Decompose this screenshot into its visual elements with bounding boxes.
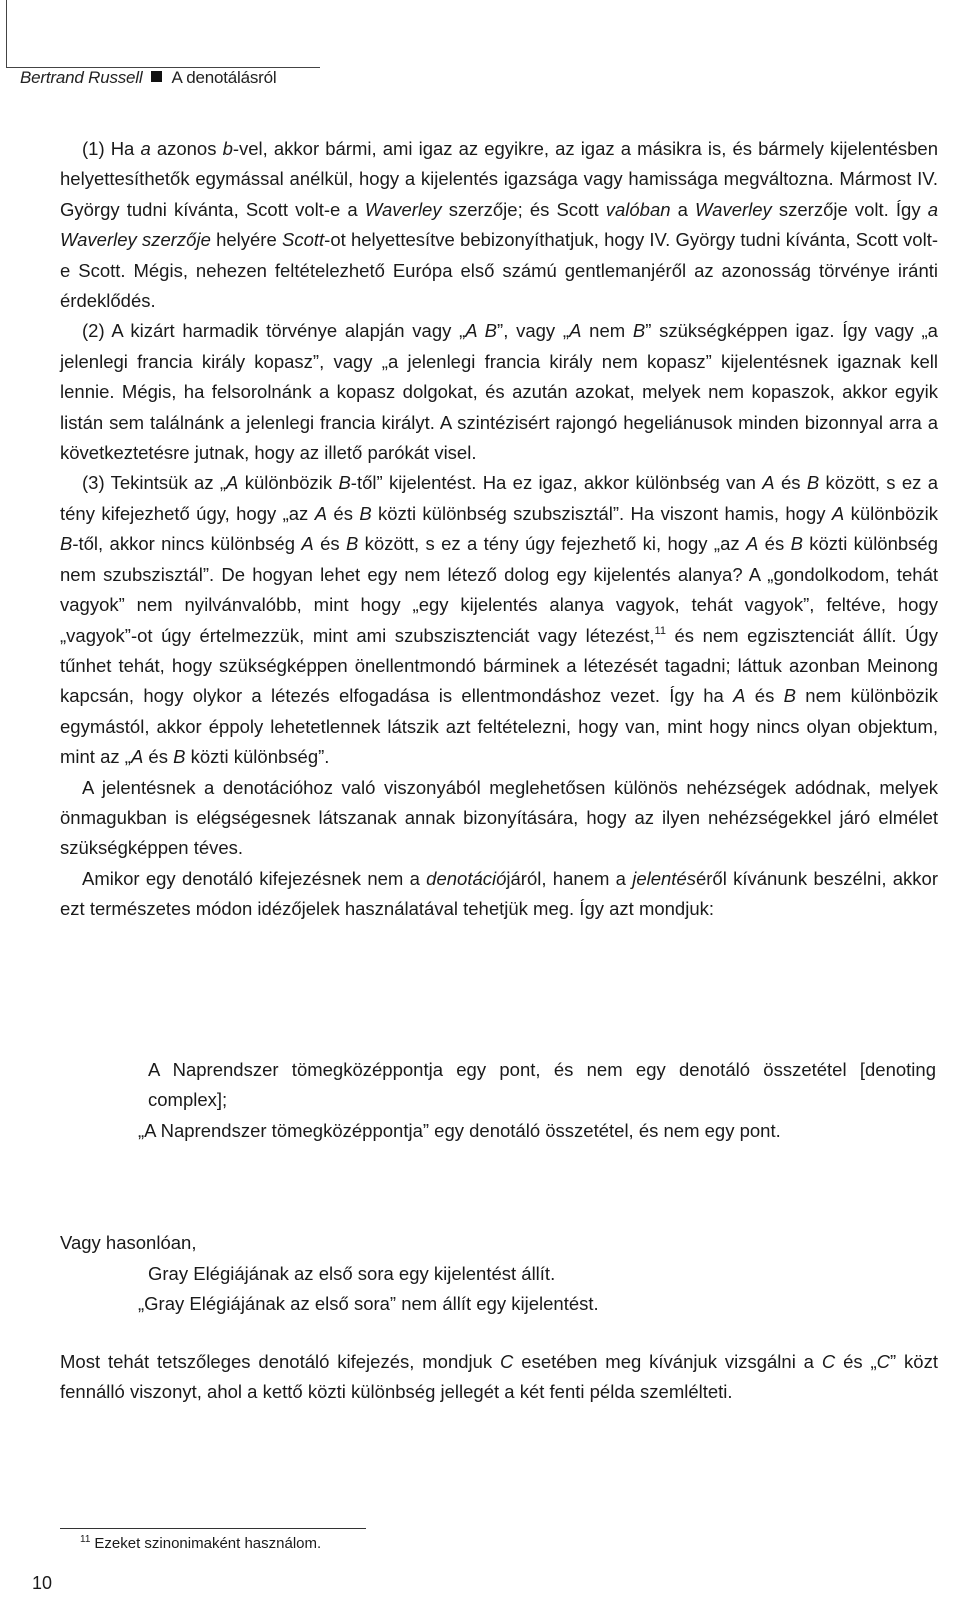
text-run: ”, vagy „ [497, 320, 570, 342]
text-run: A [569, 320, 582, 342]
closing-paragraph [60, 1347, 938, 1408]
text-run: nem [581, 320, 633, 342]
text-run: és [327, 502, 360, 524]
text-run: b [222, 138, 233, 159]
text-run: járól, hanem a [506, 867, 633, 889]
text-run: A B [465, 320, 498, 342]
text-run: és nem egzisztenciát állít. Úgy tűnhet tehát, hogy szükségképpen önellentmondó bárminek a létezését tagadni; láttuk azonban Meinong kapcsán, hogy olykor a létezés elfogadása is ellentmondáshoz vezet. Így ha [60, 624, 938, 707]
quote-2-line-1: Gray Elégiájának az első sora egy kijelentést állít. [148, 1263, 556, 1284]
page-number: 10 [32, 1573, 53, 1593]
text-run: B [806, 472, 820, 494]
paragraph-3 [60, 468, 938, 772]
text-run: B [359, 502, 372, 524]
text-run: A [831, 502, 845, 524]
text-run: B [338, 472, 351, 494]
text-run: A [301, 533, 314, 555]
paragraph-2 [60, 316, 938, 468]
text-run: -ot helyettesítve bebizonyíthatjuk, hogy IV. György tudni kívánta, Scott volt-e Scott. Mégis, nehezen feltételezhető Európa első számú gentlemanjéről az azonosság törvénye iránti érdeklődés. [60, 229, 939, 312]
block-quote-2 [138, 1259, 936, 1320]
text-run: Waverley [364, 198, 442, 220]
text-run: és [313, 533, 346, 555]
text-run: a [140, 138, 151, 159]
text-run: szerzője volt. Így [771, 198, 928, 220]
footnote-number: 11 [80, 1534, 91, 1545]
text-run: Waverley [695, 198, 772, 220]
text-run: a [670, 198, 696, 220]
text-run: -től, akkor nincs különbség [72, 533, 302, 555]
text-run: A [745, 533, 759, 555]
text-run: között, s ez a tény úgy fejezhető ki, hogy „az [358, 533, 746, 555]
text-run: különbözik [844, 502, 938, 524]
text-run: A [733, 685, 746, 707]
text-run: és [745, 685, 784, 707]
text-run: és [758, 533, 791, 555]
text-run: (3) Tekintsük az „ [82, 472, 227, 494]
text-run: (1) Ha [82, 138, 141, 159]
text-run: ” közt fennálló viszonyt, ahol a kettő közti különbség jellegét a két fenti példa szemlélteti. [60, 1351, 938, 1403]
text-run: és [774, 472, 807, 494]
paragraph-5 [60, 864, 938, 925]
text-run: és „ [835, 1351, 877, 1372]
text-run: 11 [654, 624, 666, 637]
quote-2-line-2: „Gray Elégiájának az első sora” nem állít egy kijelentést. [138, 1293, 599, 1315]
closing-text [60, 1347, 938, 1408]
square-bullet-icon [151, 71, 162, 82]
text-run: A [762, 472, 775, 494]
text-run: B [783, 685, 796, 707]
quote-1-line-2: „A Naprendszer tömegközéppontja” egy denotáló összetétel, és nem egy pont. [138, 1119, 781, 1141]
text-run: éről kívánunk beszélni, akkor ezt természetes módon idézőjelek használatával tehetjük meg. Így azt mondjuk: [60, 867, 938, 920]
text-run: A [130, 746, 144, 768]
text-run: B [632, 320, 646, 342]
text-run: Most tehát tetszőleges denotáló kifejezés, mondjuk [60, 1351, 501, 1372]
text-run: C [500, 1351, 514, 1372]
text-run: denotáció [426, 867, 507, 889]
text-run: szerzője; és Scott [441, 198, 606, 220]
text-run: között, s ez a tény kifejezhető úgy, hogy „az [60, 472, 939, 524]
text-run: különbözik [238, 472, 339, 494]
running-head-title: A denotálásról [171, 68, 277, 87]
text-run: jelentés [632, 867, 696, 889]
text-run: közti különbség”. [185, 746, 330, 768]
text-run: a Waverley szerzője [60, 198, 938, 251]
text-run: A jelentésnek a denotációhoz való viszonyából meglehetősen különös nehézségek adódnak, melyek önmagukban is elégségesnek látszanak annak bizonyítására, hogy az ilyen nehézségekkel járó elmélet szükségképpen téves. [60, 776, 938, 859]
transition-line [60, 1228, 938, 1258]
footnote [80, 1534, 321, 1552]
text-run: közti különbség szubszisztál”. Ha viszont hamis, hogy [371, 502, 832, 524]
text-run: esetében meg kívánjuk vizsgálni a [513, 1351, 822, 1372]
paragraph-1 [60, 134, 938, 316]
block-quote-1 [138, 1055, 936, 1146]
text-run: Amikor egy denotáló kifejezésnek nem a [82, 867, 427, 889]
quote-1-line-1: A Naprendszer tömegközéppontja egy pont, és nem egy denotáló összetétel [denoting complex]; [148, 1059, 936, 1111]
text-run: és [143, 746, 174, 768]
paragraph-4 [60, 773, 938, 864]
transition-text: Vagy hasonlóan, [60, 1232, 197, 1253]
text-run: azonos [150, 138, 223, 159]
text-run: nem különbözik egymástól, akkor éppoly lehetetlennek látszik azt feltételezni, hogy van, mint hogy nincs olyan objektum, mint az „ [60, 685, 938, 768]
text-run: A [314, 502, 328, 524]
text-run: közti különbség nem szubszisztál”. De hogyan lehet egy nem létező dolog egy kijelentés alanya? A „gondolkodom, tehát vagyok” nem nyilvánvalóbb, mint hogy „egy kijelentés alanya vagyok, tehát vagyok”, feltéve, hogy „vagyok”-ot úgy értelmezzük, mint ami szubszisztenciát vagy létezést, [60, 533, 938, 646]
running-head-author: Bertrand Russell [20, 68, 143, 87]
text-run: -vel, akkor bármi, ami igaz az egyikre, az igaz a másikra is, és bármely kijelentésben helyettesíthetők egymással anélkül, hogy a kijelentés igazsága vagy hamissága megváltozna. Mármost IV. György tudni kívánta, Scott volt-e a [60, 138, 939, 220]
text-run: A [226, 472, 239, 494]
footnote-text: Ezeket szinonimaként használom. [94, 1535, 322, 1552]
text-run: Scott [281, 229, 325, 251]
text-run: C [821, 1351, 836, 1372]
main-text [60, 134, 938, 925]
text-run: B [173, 746, 186, 768]
text-run: (2) A kizárt harmadik törvénye alapján vagy „ [82, 320, 466, 342]
page-frame-left-rule [6, 0, 7, 68]
text-run: valóban [605, 198, 671, 220]
text-run: B [790, 533, 803, 555]
text-run: B [60, 533, 73, 555]
running-head [20, 68, 276, 88]
text-run: B [345, 533, 359, 555]
footnote-rule [60, 1528, 366, 1529]
text-run: -től” kijelentést. Ha ez igaz, akkor különbség van [350, 472, 763, 494]
text-run: ” szükségképpen igaz. Így vagy „a jelenlegi francia király kopasz”, vagy „a jelenlegi francia király nem kopasz” kijelentésnek igaznak kell lennie. Mégis, ha felsorolnánk a kopasz dolgokat, és azután azokat, melyek nem kopaszok, akkor egyik listán sem találnánk a jelenlegi francia királyt. A szintézisért rajongó hegeliánusok minden bizonnyal arra a következtetésre jutnak, hogy az illető parókát visel. [60, 320, 938, 464]
text-run: helyére [210, 229, 282, 251]
text-run: C [876, 1351, 891, 1372]
